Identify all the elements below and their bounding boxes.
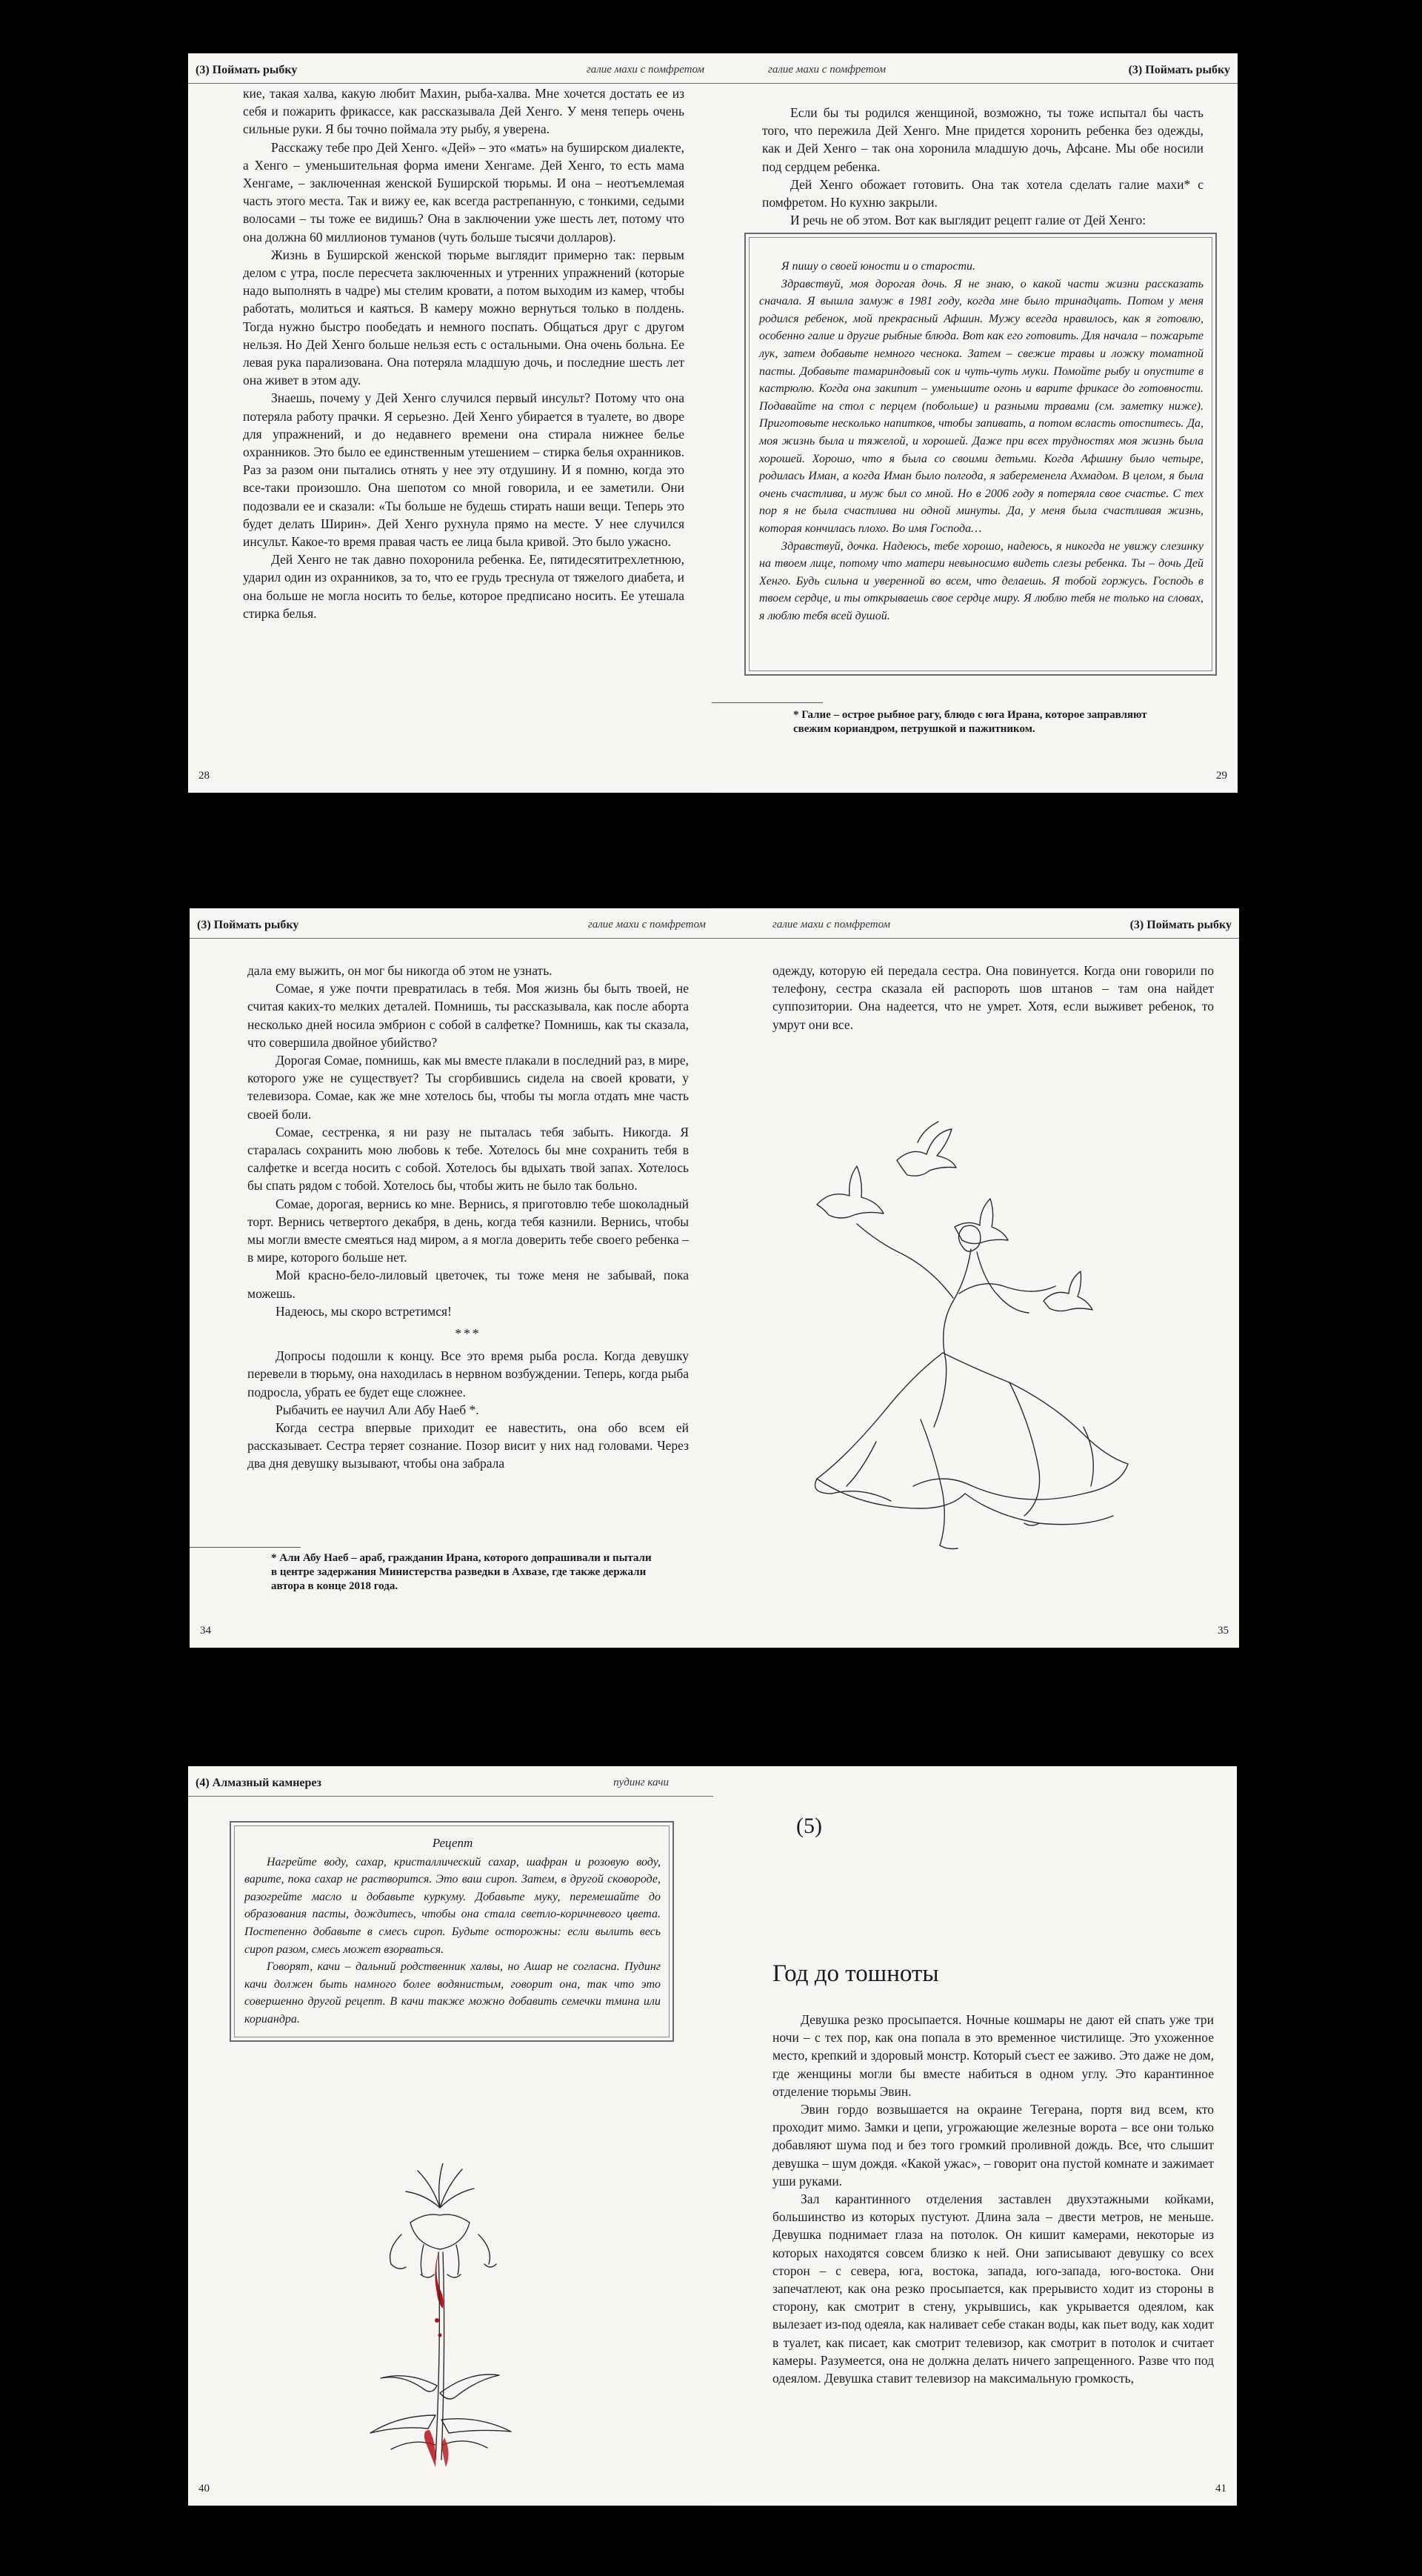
dove <box>897 1122 956 1176</box>
paragraph: Рыбачить ее научил Али Абу Наеб *. <box>276 1402 479 1417</box>
running-head-title: галие махи с помфретом <box>772 919 891 931</box>
page-number: 28 <box>198 770 210 782</box>
header-rule <box>190 938 713 939</box>
paragraph: Дей Хенго обожает готовить. Она так хотела сделать галие махи* с помфретом. Но кухню закрыли. <box>762 176 1204 210</box>
paragraph: Сомае, я уже почти превратилась в тебя. Моя жизнь бы быть твоей, не считая каких-то мелких деталей. Помнишь, ты рассказывала, как после аборта несколько дней носила эмбрион с собой в салфетке? Помнишь, как ты сказала, что совершила двойное убийство? <box>247 981 689 1050</box>
recipe-paragraph: Нагрейте воду, сахар, кристаллический сахар, шафран и розовую воду, варите, пока сахар не растворится. Это ваш сироп. Затем, в другой сковороде, разогрейте масло и добавьте куркуму. Добавьте муку, перемешайте до образования пасты, дождитесь, чтобы она стала светло-коричневого цвета. Постепенно добавьте в смесь сироп. Будьте осторожны: если вылить весь сироп разом, смесь может взорваться. <box>244 1855 661 1956</box>
paragraph: Сомае, дорогая, вернись ко мне. Вернись, я приготовлю тебе шоколадный торт. Вернись четвертого декабря, в день, когда тебя казнили. Вернись, чтобы мы могли вместе смеяться над миром, а я могла доверить тебе своего ребенка – в мире, которого больше нет. <box>247 1196 689 1265</box>
footnote: * Галие – острое рыбное рагу, блюдо с юга Ирана, которое заправляют свежим кориандром, петрушкой и пажитником. <box>793 709 1147 735</box>
paragraph: Надеюсь, мы скоро встретимся! <box>276 1303 452 1319</box>
paragraph: одежду, которую ей передала сестра. Она повинуется. Когда они говорили по телефону, сестра сказала ей распороть шов штанов – там она найдет суппозитории. Она надеется, что не умрет. Хотя, если выживет ребенок, то умрут они все. <box>772 963 1214 1032</box>
running-head-chapter: (3) Поймать рыбку <box>196 64 298 76</box>
chapter-title: Год до тошноты <box>772 1960 939 1987</box>
paragraph: Если бы ты родился женщиной, возможно, ты тоже испытал бы часть того, что пережила Дей Хенго. Мне придется хоронить ребенка без одежды, как и Дей Хенго – так она хоронила младшую дочь, Афсане. Мы обе носили под сердцем ребенка. <box>762 105 1204 174</box>
running-head-chapter: (3) Поймать рыбку <box>1128 64 1230 76</box>
recipe-text <box>759 258 1204 625</box>
running-head-chapter: (4) Алмазный камнерез <box>196 1777 321 1789</box>
page-number: 41 <box>1215 2483 1226 2495</box>
paragraph: Девушка резко просыпается. Ночные кошмары не дают ей спать уже три ночи – с тех пор, как она попала в это временное чистилище. Это ухоженное место, крепкий и здоровый монстр. Который съест ее заживо. Это даже не дом, где женщины могли бы вместе набиться в одном углу. Это карантинное отделение тюрьмы Эвин. <box>772 2012 1214 2099</box>
footnote-rule <box>190 1547 301 1548</box>
page-28 <box>188 53 712 793</box>
body-text <box>772 2011 1214 2387</box>
running-head-title: галие махи с помфретом <box>586 64 704 76</box>
paragraph: Когда сестра впервые приходит ее навестить, она обо всем ей рассказывает. Сестра теряет сознание. Позор висит у них над головами. Через два дня девушку вызывают, чтобы она забрала <box>247 1420 689 1471</box>
dove <box>955 1199 1008 1244</box>
paragraph: Дорогая Сомае, помнишь, как мы вместе плакали в последний раз, в мире, которого уже не существует? Ты сгорбившись сидела на своей кровати, у телевизора. Сомае, как же мне хотелось бы, чтобы ты могла отдать мне часть своей боли. <box>247 1053 689 1122</box>
paragraph: И речь не об этом. Вот как выглядит рецепт галие от Дей Хенго: <box>790 213 1146 228</box>
body-text <box>247 962 689 1473</box>
body-text <box>243 84 684 622</box>
paragraph: кие, такая халва, какую любит Махин, рыба-халва. Мне хочется достать ее из себя и пожарить фрикассе, как рассказывала Дей Хенго. У меня теперь очень сильные руки. Я бы точно поймала эту рыбу, я уверена. <box>243 86 684 137</box>
dove <box>817 1166 884 1218</box>
running-head-title: пудинг качи <box>613 1777 669 1788</box>
paragraph: Дей Хенго не так давно похоронила ребенка. Ее, пятидесятитрехлетнюю, ударил один из охранников, за то, что ее грудь треснула от тяжелого диабета, и она больше не могла носить то белье, которое предписано носить. Ее утешала стирка белья. <box>243 552 684 621</box>
header-rule <box>188 1796 713 1797</box>
page-29 <box>712 53 1238 793</box>
recipe-paragraph: Здравствуй, моя дорогая дочь. Я не знаю, о какой части жизни рассказать сначала. Я вышла замуж в 1981 году, когда мне было тринадцать. Потом у меня родился ребенок, мой прекрасный Афшин. Мужу всегда нравилось, как я готовлю, особенно галие и другие рыбные блюда. Вот как его готовить. Для начала – пожарьте лук, затем добавьте немного чеснока. Затем – свежие травы и ложку томатной пасты. Добавьте тамариндовый сок и чуть-чуть муки. Помойте рыбу и опустите в кастрюлю. Когда она закипит – уменьшите огонь и варите фрикасе до готовности. Подавайте на стол с перцем (побольше) и разными травами (см. заметку ниже). Приготовьте несколько напитков, чтобы запивать, а потом всласть отоспитесь. Да, моя жизнь была и тяжелой, и хорошей. Даже при всех трудностях моя жизнь была хорошей. Хорошо, что я была со своими детьми. Когда Афшину было четыре, родилась Иман, а когда Иман было полгода, я забеременела Ахмадом. В целом, я была очень счастлива, и муж был со мной. Но в 2006 году я потеряла свое счастье. С тех пор я не была счастлива ни одной минуты. Да, у меня была счастливая жизнь, которая кончилась плохо. Во имя Господа… <box>759 277 1204 535</box>
recipe-paragraph: Здравствуй, дочка. Надеюсь, тебе хорошо, надеюсь, я никогда не увижу слезинку на твоем лице, потому что матери невыносимо видеть слезы ребенка. Ты – дочь Дей Хенго. Будь сильна и уверенной во всем, что делаешь. Я тобой горжусь. Господь в твоем сердце, и ты открываешь свое сердце миру. Я люблю тебя не только на словах, я люблю тебя всей душой. <box>759 539 1204 622</box>
paragraph: Зал карантинного отделения заставлен двухэтажными койками, большинство из которых пустуют. Длина зала – двести метров, не меньше. Девушка поднимает глаза на потолок. Он кишит камерами, некоторые из которых находятся совсем близко к ней. Они записывают девушку со всех сторон – с севера, юга, востока, запада, юго-запада, юго-востока. Они запечатлеют, как она резко просыпается, как прерывисто ходит из стороны в сторону, как смотрит в стену, укрывшись, как укрывается одеялом, как вылезает из-под одеяла, как наливает себе стакан воды, как пьет воду, как ходит в туалет, как писает, как смотрит телевизор, как смотрит в потолок и считает камеры. Разумеется, она не должна делать ничего запрещенного. Разве что под одеялом. Девушка ставит телевизор на максимальную громкость, <box>772 2191 1214 2386</box>
page-number: 40 <box>198 2483 210 2495</box>
paragraph: Мой красно-бело-лиловый цветочек, ты тоже меня не забывай, пока можешь. <box>247 1268 689 1301</box>
page-41 <box>713 1766 1237 2506</box>
recipe-paragraph: Говорят, качи – дальний родственник халвы, но Ашар не согласна. Пудинг качи должен быть намного более водянистым, говорит она, так что это совершенно другой рецепт. В качи также можно добавить семечки тмина или кориандра. <box>244 1960 661 2026</box>
paragraph: Допросы подошли к концу. Все это время рыба росла. Когда девушку перевели в тюрьму, она находилась в нервном возбуждении. Теперь, когда рыба подросла, убрать ее будет еще сложнее. <box>247 1348 689 1400</box>
footnote: * Али Абу Наеб – араб, гражданин Ирана, которого допрашивали и пытали в центре задержания Министерства разведки в Ахвазе, где также держали автора в конце 2018 года. <box>271 1552 652 1592</box>
page-number: 29 <box>1216 770 1227 782</box>
recipe-text <box>244 1834 661 2028</box>
page-number: 34 <box>200 1625 211 1637</box>
paragraph: Знаешь, почему у Дей Хенго случился первый инсульт? Потому что она потеряла работу прачки. Я серьезно. Дей Хенго убирается в туалете, во дворе для упражнений, и до недавнего времени она стирала нижнее белье охранников. Это было ее единственным утешением – стирка белья охранников. Раз за разом они пытались отнять у нее эту отдушину. И я помню, когда это все-таки произошло. Она шепотом со мной говорила, и ее заметили. Они подозвали ее и сказали: «Ты больше не будешь стирать наши вещи. Теперь это будет делать Ширин». Дей Хенго рухнула прямо на месте. У нее случился инсульт. Какое-то время правая часть ее лица была кривой. Это было ужасно. <box>243 390 684 550</box>
paragraph: Жизнь в Буширской женской тюрьме выглядит примерно так: первым делом с утра, после пересчета заключенных и утренних упражнений (которые надо выполнять в чадре) мы стелим кровати, а потом выходим из камер, чтобы работать, молиться и каяться. В камеру можно вернуться только в полдень. Тогда нужно быстро пообедать и немного поспать. Общаться друг с другом нельзя. Но Дей Хенго больше нельзя есть с остальными. Она очень больна. Ее левая рука парализована. Она потеряла младшую дочь, и последние шесть лет она живет в этом аду. <box>243 247 684 388</box>
running-head-title: галие махи с помфретом <box>587 919 706 931</box>
page-35 <box>713 908 1239 1648</box>
paragraph: Эвин гордо возвышается на окраине Тегерана, портя вид всем, кто проходит мимо. Замки и цепи, угрожающие железные ворота – все они только добавляют шума под и без того громкий проливной дождь. Все, что слышит девушка – шум дождя. «Какой ужас», – говорит она пустой комнате и зажимает уши руками. <box>772 2102 1214 2189</box>
paragraph: Сомае, сестренка, я ни разу не пыталась тебя забыть. Никогда. Я старалась сохранить мою любовь к тебе. Хотелось бы мне сохранить тебя в салфетке и всегда носить с собой. Хотелось бы вдыхать твой запах. Хотелось бы спать рядом с тобой. Хотелось бы, чтобы жить не было так больно. <box>247 1124 689 1194</box>
fritillaria-flower-illustration <box>358 2163 529 2475</box>
page-34 <box>190 908 713 1648</box>
paragraph: Расскажу тебе про Дей Хенго. «Дей» – это «мать» на буширском диалекте, а Хенго – уменьшительная форма имени Хенгаме. Дей Хенго, то есть мама Хенгаме, – заключенная женской Буширской тюрьмы. И она – неотъемлемая часть этого места. Так и вижу ее, как всегда растрепанную, с тонкими, седыми волосами – ты тоже ее видишь? Она в заключении уже шесть лет, потому что она должна 60 миллионов туманов (чуть больше тысячи долларов). <box>243 139 684 244</box>
body-text <box>772 962 1214 1034</box>
woman-with-doves-illustration <box>787 1071 1202 1590</box>
section-break: *** <box>455 1326 481 1342</box>
page-number: 35 <box>1218 1625 1229 1637</box>
paragraph: дала ему выжить, он мог бы никогда об этом не узнать. <box>247 963 553 978</box>
chapter-number: (5) <box>796 1814 822 1838</box>
dove <box>1044 1271 1092 1311</box>
footnote-rule <box>712 702 823 703</box>
page-40 <box>188 1766 713 2506</box>
running-head-chapter: (3) Поймать рыбку <box>197 919 299 931</box>
header-rule <box>188 83 712 84</box>
running-head-chapter: (3) Поймать рыбку <box>1129 919 1232 931</box>
body-text <box>762 104 1204 229</box>
running-head-title: галие махи с помфретом <box>768 64 887 76</box>
recipe-title: Рецепт <box>432 1836 473 1850</box>
header-rule <box>713 938 1239 939</box>
recipe-paragraph: Я пишу о своей юности и о старости. <box>781 260 976 273</box>
header-rule <box>712 83 1238 84</box>
